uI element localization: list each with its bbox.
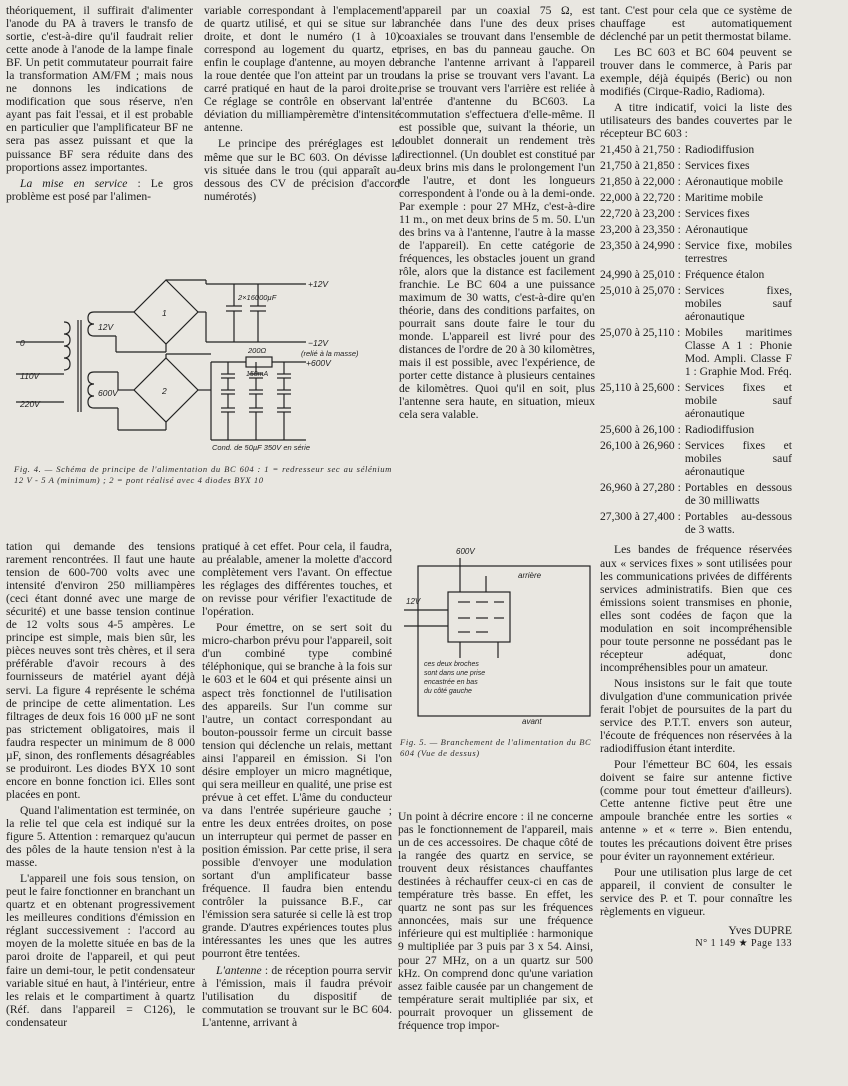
label-resistor: 200Ω xyxy=(248,346,267,355)
label-plus-12v: +12V xyxy=(308,279,329,289)
table-cell-use: Services fixes et mobiles sauf aéronautique xyxy=(684,439,792,479)
table-row xyxy=(600,159,792,175)
table-cell-use: Services fixes xyxy=(684,207,750,221)
paragraph: tation qui demande des tensions rarement rencontrées. Il faut une haute tension de 600-700 volts avec une intensité d'environ 250 milliampères (ceci étant donné avec une marge de sécurité) et une basse tension continue de 12 volts sous 4-5 ampères. Le principe est simple, mais bien sûr, les pièces neuves sont très chères, et il sera préférable d'avoir recours à des fournisseurs de matériel ayant déjà servi. La figure 4 représente le schéma de principe de cette alimentation. Les filtrages de deux fois 16 000 µF ne sont pas strictement obligatoires, mais il faudra respecter un minimum de 8 000 µF, sinon, des ronflements désagréables se produiront. Les diodes BYX 10 sont encore en bonne fonction ici. Elles sont placées en pont. xyxy=(6,540,195,801)
label-600v: 600V xyxy=(456,547,475,556)
label-bridge-2: 2 xyxy=(162,386,167,396)
paragraph: L'appareil une fois sous tension, on peut le faire fonctionner en branchant un quartz et en obtenant progressivement les meilleures conditions d'émission en réglant successivement : l'accord au moyen de la molette située en bas de la paroi droite de l'appareil, et qui peut faire un demi-tour, le petit condensateur variable situé en haut, à l'intérieur, entre les relais et le compartiment à quartz (Réf. dans l'appareil = C126), le condensateur xyxy=(6,872,195,1029)
table-cell-range: 26,100 à 26,960 : xyxy=(600,439,681,453)
table-cell-use: Services fixes xyxy=(684,159,750,173)
label-plus-600v: +600V xyxy=(306,358,331,368)
paragraph: Les BC 603 et BC 604 peuvent se trouver dans le commerce, à Paris par exemple, déjà équipés (Beric) ou non modifiés (Cirque-Radio, Radioma). xyxy=(600,46,792,99)
table-cell-use: Mobiles maritimes Classe A 1 : Phonie Mod. Ampli. Classe F 1 : Graphie Mod. Fréq. xyxy=(684,326,792,379)
table-cell-range: 23,350 à 24,990 : xyxy=(600,239,681,253)
table-cell-use: Aéronautique mobile xyxy=(684,175,784,189)
label-zero: 0 xyxy=(20,338,25,348)
article-column-6 xyxy=(202,540,392,1070)
table-cell-range: 26,960 à 27,280 : xyxy=(600,481,681,495)
table-cell-use: Services fixes, mobiles sauf aéronautique xyxy=(684,284,792,324)
table-row xyxy=(600,207,792,223)
paragraph xyxy=(202,964,392,1029)
table-cell-use: Fréquence étalon xyxy=(684,268,765,282)
paragraph: Pour une utilisation plus large de cet appareil, il convient de consulter le service des P. et T. pour connaître les règlements en vigueur. xyxy=(600,865,792,918)
paragraph: l'appareil par un coaxial 75 Ω, est branchée dans l'une des deux prises coaxiales se trouvant dans l'ensemble de prises, en bas du panneau gauche. On branche l'antenne arrivant à l'appareil dans la prise se trouvant vers l'avant. La prise se trouvant vers l'arrière est reliée à l'entrée d'antenne du BC603. La commutation s'effectuera d'elle-même. Il est possible que, suivant la théorie, un doublet donnerait un rendement très directionnel. (Un doublet est constitué par deux brins mis dans le prolongement l'un de l'autre, et dont les longueurs correspondent à l'onde ou à la demi-onde. Par exemple : pour 27 MHz, c'est-à-dire 11 m., on met deux brins de 5 m. 50. L'un des brins va à l'antenne, l'autre à la masse de l'appareil). En cette catégorie de fréquences, les obstacles jouent un grand rôle, alors que la distance est facilement franchie. Le BC 604 a une puissance maximum de 30 watts, c'est-à-dire qu'en théorie, dans des conditions parfaites, on pourrait sans doute faire le tour du monde. L'appareil est livré pour des distances de l'ordre de 20 à 30 kilomètres, mais il est possible, avec l'expérience, de porter cette distance à plusieurs centaines de kilomètres. Quoi qu'il en soit, plus l'antenne sera haute, en situation, mieux cela sera valable. xyxy=(399,4,595,422)
note-line: du côté gauche xyxy=(424,688,472,695)
table-row xyxy=(600,381,792,423)
label-minus-12v: −12V xyxy=(308,338,329,348)
table-cell-range: 25,070 à 25,110 : xyxy=(600,326,681,340)
paragraph: pratiqué à cet effet. Pour cela, il faudra, au préalable, amener la molette d'accord complètement vers l'avant. On effectue les réglages des différentes touches, et on revisse pour vérifier l'exactitude de l'opération. xyxy=(202,540,392,619)
table-cell-range: 24,990 à 25,010 : xyxy=(600,268,681,282)
table-row xyxy=(600,191,792,207)
table-row xyxy=(600,510,792,539)
table-cell-range: 25,010 à 25,070 : xyxy=(600,284,681,298)
paragraph: Pour l'émetteur BC 604, les essais doivent se faire sur antenne fictive (comme pour tout émetteur d'ailleurs). Cette antenne fictive peut être une ampoule branchée entre les sorties « antenne » et « terre ». Bien entendu, toutes les précautions doivent être prises pour éviter un rayonnement extérieur. xyxy=(600,758,792,863)
label-110v: 110V xyxy=(20,371,40,381)
table-cell-range: 25,600 à 26,100 : xyxy=(600,423,681,437)
label-bridge-1: 1 xyxy=(162,308,167,318)
figure-4-schematic xyxy=(6,262,392,452)
table-row xyxy=(600,223,792,239)
table-row xyxy=(600,423,792,439)
table-row xyxy=(600,439,792,481)
table-row xyxy=(600,268,792,284)
table-cell-use: Radiodiffusion xyxy=(684,143,755,157)
article-column-3 xyxy=(399,4,595,494)
paragraph-text: : Le gros problème est posé par l'alimen- xyxy=(6,176,193,203)
label-avant: avant xyxy=(522,717,542,726)
table-cell-range: 21,450 à 21,750 : xyxy=(600,143,681,157)
table-row xyxy=(600,481,792,510)
subheading-antenne: L'antenne xyxy=(216,963,262,977)
table-cell-range: 21,850 à 22,000 : xyxy=(600,175,681,189)
table-cell-range: 21,750 à 21,850 : xyxy=(600,159,681,173)
table-cell-range: 22,000 à 22,720 : xyxy=(600,191,681,205)
paragraph: tant. C'est pour cela que ce système de chauffage est automatiquement déclenché par un petit thermostat bilame. xyxy=(600,4,792,44)
frequency-table xyxy=(600,143,792,539)
table-cell-use: Services fixes et mobile sauf aéronautique xyxy=(684,381,792,421)
subheading-mise-en-service: La mise en service xyxy=(20,176,128,190)
paragraph xyxy=(6,177,193,203)
table-cell-range: 22,720 à 23,200 : xyxy=(600,207,681,221)
note-line: ces deux broches xyxy=(424,661,479,668)
table-row xyxy=(600,143,792,159)
figure-4-caption: Fig. 4. — Schéma de principe de l'alimentation du BC 604 : 1 = redresseur sec au sélénium 12 V - 5 A (minimum) ; 2 = pont réalisé avec 4 diodes BYX 10 xyxy=(14,464,392,485)
table-cell-use: Portables en dessous de 30 milliwatts xyxy=(684,481,792,508)
label-masse: (relié à la masse) xyxy=(301,349,359,358)
article-column-7 xyxy=(398,810,593,1072)
table-cell-range: 23,200 à 23,350 : xyxy=(600,223,681,237)
paragraph: Pour émettre, on se sert soit du micro-charbon prévu pour l'appareil, soit d'un combiné type combiné téléphonique, qui se branche à la fois sur le 603 et le 604 et qui présente ainsi un aspect très fonctionnel de l'utilisation des appareils. Sur l'un comme sur l'autre, un contact correspondant au bouton-poussoir ferme un circuit basse tension qui déclenche un relais, mettant ainsi l'appareil en émission. Si l'on désire employer un micro magnétique, qui sera meilleur en qualité, une prise est prévue à cet effet. L'âme du conducteur va dans l'entrée supérieure gauche ; entre les deux entrées droites, on pose un interrupteur qui permet de passer en position émission. Par cette prise, il sera possible d'envoyer une modulation sortant d'un amplificateur basse fréquence. Il faudra bien entendu contrôler la puissance B.F., car l'émission sera saturée si celle là est trop grande. D'autres expériences toutes plus intéressantes les unes que les autres pourront être tentées. xyxy=(202,621,392,961)
figure-5-diagram xyxy=(400,540,595,730)
author-signature: Yves DUPRE xyxy=(728,923,792,937)
paragraph: Quand l'alimentation est terminée, on la relie tel que cela est indiqué sur la figure 5. Attention : remarquez qu'aucun des pôles de la haute tension n'est à la masse. xyxy=(6,803,195,870)
paragraph: Les bandes de fréquence réservées aux « services fixes » sont utilisées pour les communications privées de différents services administratifs. Bien que ces émissions soient transmises en phonie, elles sont codées de façon que la modulation en soit incompréhensible pour toute personne ne possédant pas le récepteur adéquat, donc incompréhensibles pour un amateur. xyxy=(600,543,792,674)
paragraph: Nous insistons sur le fait que toute divulgation d'une communication privée ferait l'objet de poursuites de la part du service des P.T.T. envers son auteur, l'écoute de fréquences non réservées à la radiodiffusion étant interdite. xyxy=(600,676,792,756)
connection-drawing xyxy=(400,540,595,730)
label-resistor-ma: 150mA xyxy=(246,371,269,378)
figure-5-caption: Fig. 5. — Branchement de l'alimentation du BC 604 (Vue de dessus) xyxy=(400,737,592,758)
paragraph: A titre indicatif, voici la liste des utilisateurs des bandes couvertes par le récepteur BC 603 : xyxy=(600,101,792,141)
article-column-2 xyxy=(204,4,400,232)
paragraph: Un point à décrire encore : il ne concerne pas le fonctionnement de l'appareil, mais un de ces accessoires. De chaque côté de la rangée des quartz en service, se trouvent deux résistances chauffantes destinées à réchauffer ceux-ci en cas de température très basse. En effet, les quartz ne sont pas sur les fréquences annoncées, mais sur une fréquence inférieure qui est multipliée : harmonique 9 multipliée par 3 puis par 3 x 54. Ainsi, pour 27 MHz, on a un quartz sur 500 kHz. On comprend donc qu'une variation assez faible causée par un changement de température serait multipliée par six, et pourrait provoquer un glissement de fréquence trop impor- xyxy=(398,810,593,1032)
article-column-1 xyxy=(6,4,193,232)
article-column-4 xyxy=(600,4,792,1064)
label-arriere: arrière xyxy=(518,571,542,580)
table-cell-use: Aéronautique xyxy=(684,223,748,237)
table-row xyxy=(600,284,792,326)
label-capacitors: 2×16000µF xyxy=(238,293,277,302)
table-cell-use: Service fixe, mobiles terrestres xyxy=(684,239,792,266)
article-column-5 xyxy=(6,540,195,1070)
schematic-drawing xyxy=(6,262,392,452)
label-cond-series: Cond. de 50µF 350V en série xyxy=(212,443,310,452)
table-cell-range: 25,110 à 25,600 : xyxy=(600,381,681,395)
table-cell-range: 27,300 à 27,400 : xyxy=(600,510,681,524)
label-220v: 220V xyxy=(20,399,40,409)
note-line: sont dans une prise xyxy=(424,670,486,677)
paragraph-text: : de réception pourra servir à l'émission, mais il faudra prévoir l'utilisation du dispositif de commutation se trouvant sur le BC 604. L'antenne, arrivant à xyxy=(202,963,392,1029)
label-12v: 12V xyxy=(98,322,114,332)
paragraph: variable correspondant à l'emplacement de quartz utilisé, et qui se situe sur la droite, et dont le numéro (1 à 10) correspond au logement du quartz, et enfin le couplage d'antenne, au moyen de la roue dentée que l'on atteint par un trou carré pratiqué en haut de la paroi droite. Ce réglage se contrôle en observant la déviation du milliampèremètre d'intensité antenne. xyxy=(204,4,400,135)
table-cell-use: Radiodiffusion xyxy=(684,423,755,437)
table-cell-use: Maritime mobile xyxy=(684,191,764,205)
table-cell-use: Portables au-dessous de 3 watts. xyxy=(684,510,792,537)
page-footer: N° 1 149 ★ Page 133 xyxy=(695,937,792,949)
table-row xyxy=(600,175,792,191)
table-row xyxy=(600,239,792,268)
note-line: encastrée en bas xyxy=(424,679,478,686)
label-12v: 12V xyxy=(406,597,421,606)
paragraph: théoriquement, il suffirait d'alimenter l'anode du PA à travers le transfo de sortie, c'est-à-dire qu'il faudrait relier cette anode à l'anode de la lampe finale BF. Un petit commutateur pourrait faire la transformation AM/FM ; mais nous ne donnons les indications de modification que sous réserve, n'en ayant pas fait l'essai, et il est probable en particulier que l'amplificateur BF ne sera pas assez puissant et que la puissance BF sera réduite dans des proportions assez importantes. xyxy=(6,4,193,174)
table-row xyxy=(600,326,792,381)
paragraph: Le principe des préréglages est le même que sur le BC 603. On dévisse la vis située dans le trou (qui apparaît au-dessous des CV de précision d'accord numérotés) xyxy=(204,137,400,203)
label-600v: 600V xyxy=(98,388,118,398)
